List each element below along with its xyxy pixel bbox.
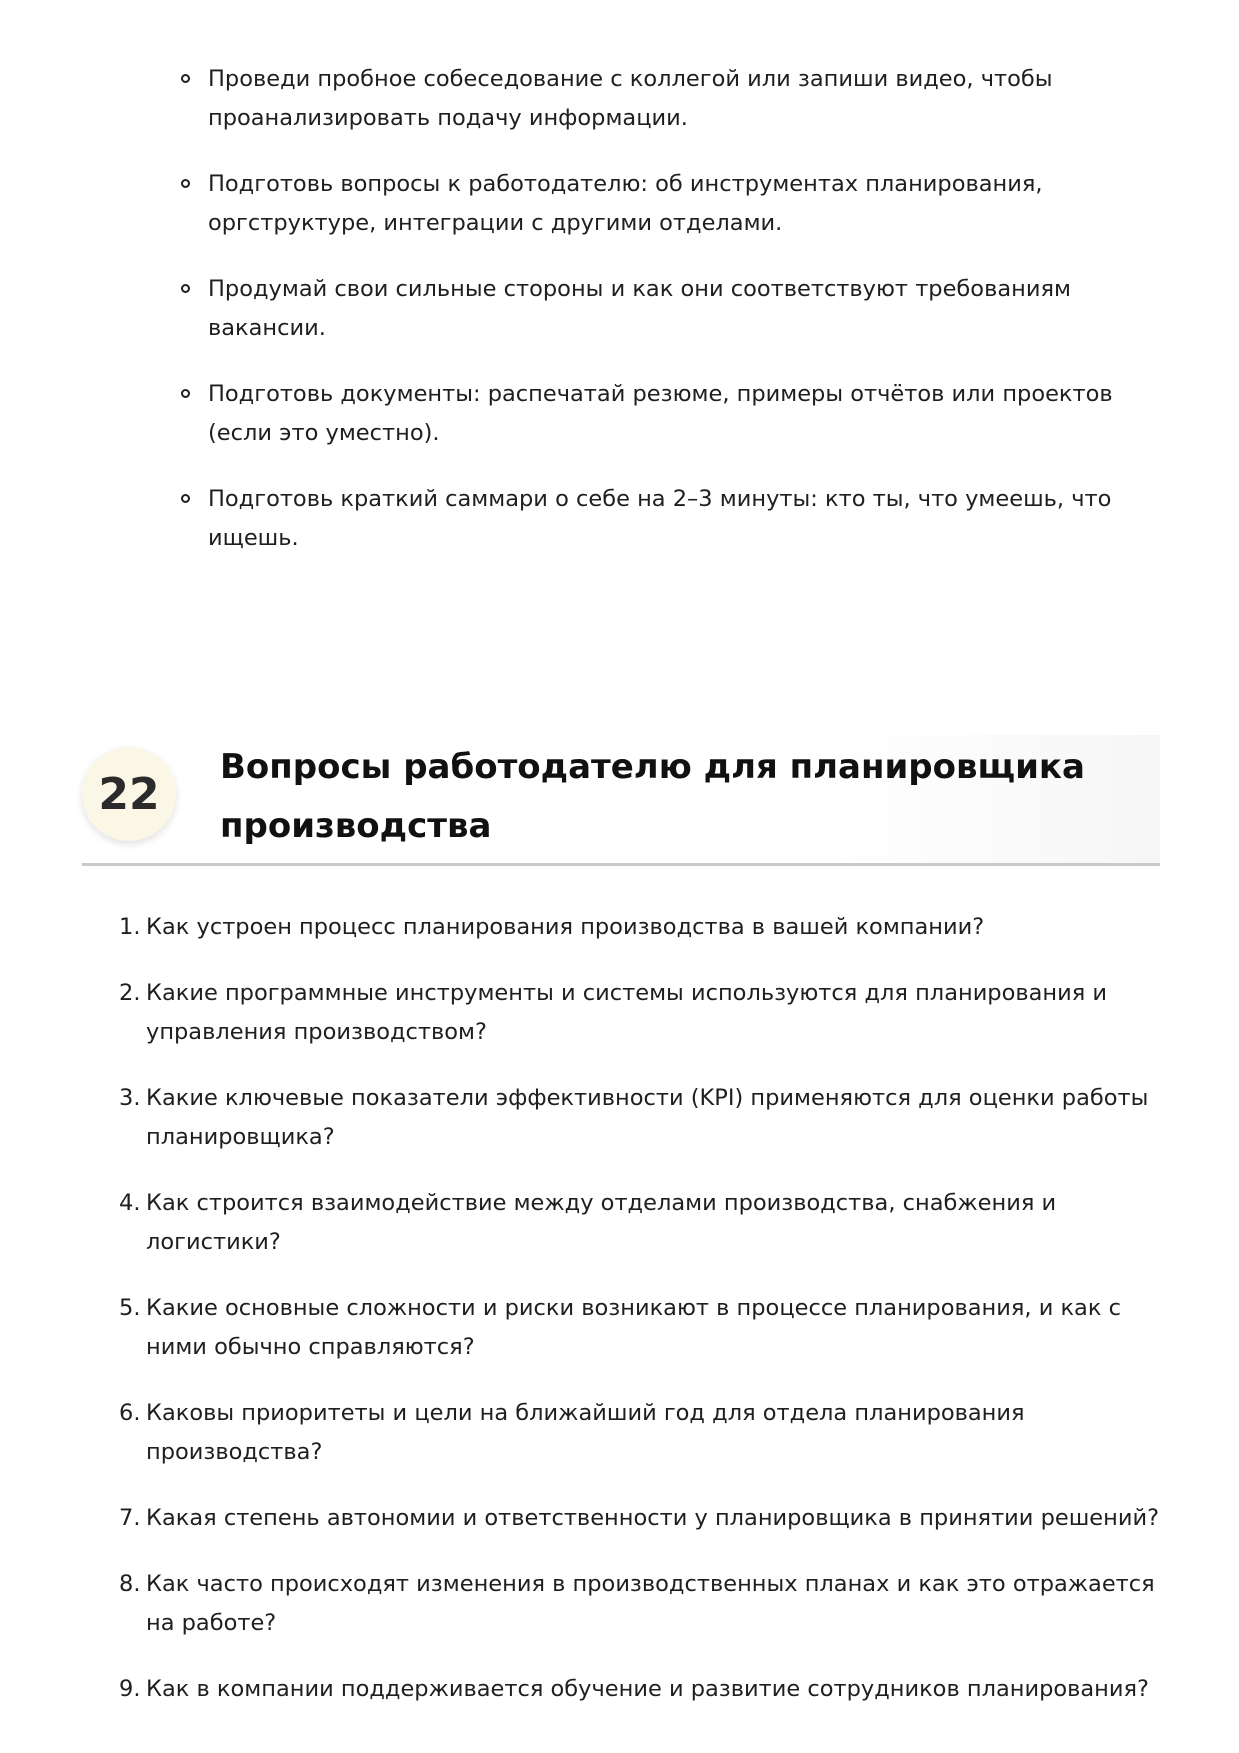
bullet-icon <box>181 389 190 398</box>
list-item <box>116 1565 1166 1643</box>
list-item <box>116 1499 1166 1538</box>
bullet-icon <box>181 74 190 83</box>
list-item-text: Какая степень автономии и ответственности у планировщика в принятии решений? <box>146 1505 1160 1531</box>
section-divider <box>82 863 1160 866</box>
list-item-text: Как устроен процесс планирования производства в вашей компании? <box>146 914 985 940</box>
list-item-number: 6. <box>119 1400 141 1426</box>
list-item-text: Как в компании поддерживается обучение и развитие сотрудников планирования? <box>146 1676 1149 1702</box>
list-item-text: Проведи пробное собеседование с коллегой или запиши видео, чтобы проанализировать подачу информации. <box>208 66 1053 131</box>
list-item-number: 1. <box>119 914 141 940</box>
preparation-tips-list <box>178 60 1168 585</box>
section-header <box>82 735 1160 863</box>
list-item <box>116 1394 1166 1472</box>
list-item <box>178 270 1168 348</box>
list-item-text: Каковы приоритеты и цели на ближайший год для отдела планирования производства? <box>146 1400 1025 1465</box>
list-item-number: 9. <box>119 1676 141 1702</box>
list-item-text: Как часто происходят изменения в производственных планах и как это отражается на работе? <box>146 1571 1155 1636</box>
section-title: Вопросы работодателю для планировщика производства <box>220 747 1085 846</box>
list-item-number: 3. <box>119 1085 141 1111</box>
list-item <box>178 375 1168 453</box>
bullet-icon <box>181 179 190 188</box>
section-number-badge: 22 <box>82 747 176 841</box>
list-item <box>178 480 1168 558</box>
list-item-text: Подготовь документы: распечатай резюме, примеры отчётов или проектов (если это уместно). <box>208 381 1113 446</box>
employer-questions-list <box>116 908 1166 1736</box>
list-item <box>116 974 1166 1052</box>
list-item-text: Какие основные сложности и риски возникают в процессе планирования, и как с ними обычно справляются? <box>146 1295 1121 1360</box>
list-item <box>178 165 1168 243</box>
list-item <box>116 1670 1166 1709</box>
list-item-text: Продумай свои сильные стороны и как они соответствуют требованиям вакансии. <box>208 276 1071 341</box>
list-item-text: Как строится взаимодействие между отделами производства, снабжения и логистики? <box>146 1190 1057 1255</box>
list-item <box>116 1184 1166 1262</box>
list-item-text: Какие программные инструменты и системы используются для планирования и управления производством? <box>146 980 1108 1045</box>
list-item <box>116 1289 1166 1367</box>
list-item-text: Подготовь краткий саммари о себе на 2–3 минуты: кто ты, что умеешь, что ищешь. <box>208 486 1112 551</box>
bullet-icon <box>181 494 190 503</box>
list-item <box>178 60 1168 138</box>
list-item <box>116 1079 1166 1157</box>
list-item-text: Подготовь вопросы к работодателю: об инструментах планирования, оргструктуре, интеграции с другими отделами. <box>208 171 1043 236</box>
list-item-number: 8. <box>119 1571 141 1597</box>
list-item <box>116 908 1166 947</box>
list-item-number: 7. <box>119 1505 141 1531</box>
list-item-number: 5. <box>119 1295 141 1321</box>
list-item-number: 2. <box>119 980 141 1006</box>
list-item-number: 4. <box>119 1190 141 1216</box>
bullet-icon <box>181 284 190 293</box>
list-item-text: Какие ключевые показатели эффективности (KPI) применяются для оценки работы планировщика? <box>146 1085 1149 1150</box>
